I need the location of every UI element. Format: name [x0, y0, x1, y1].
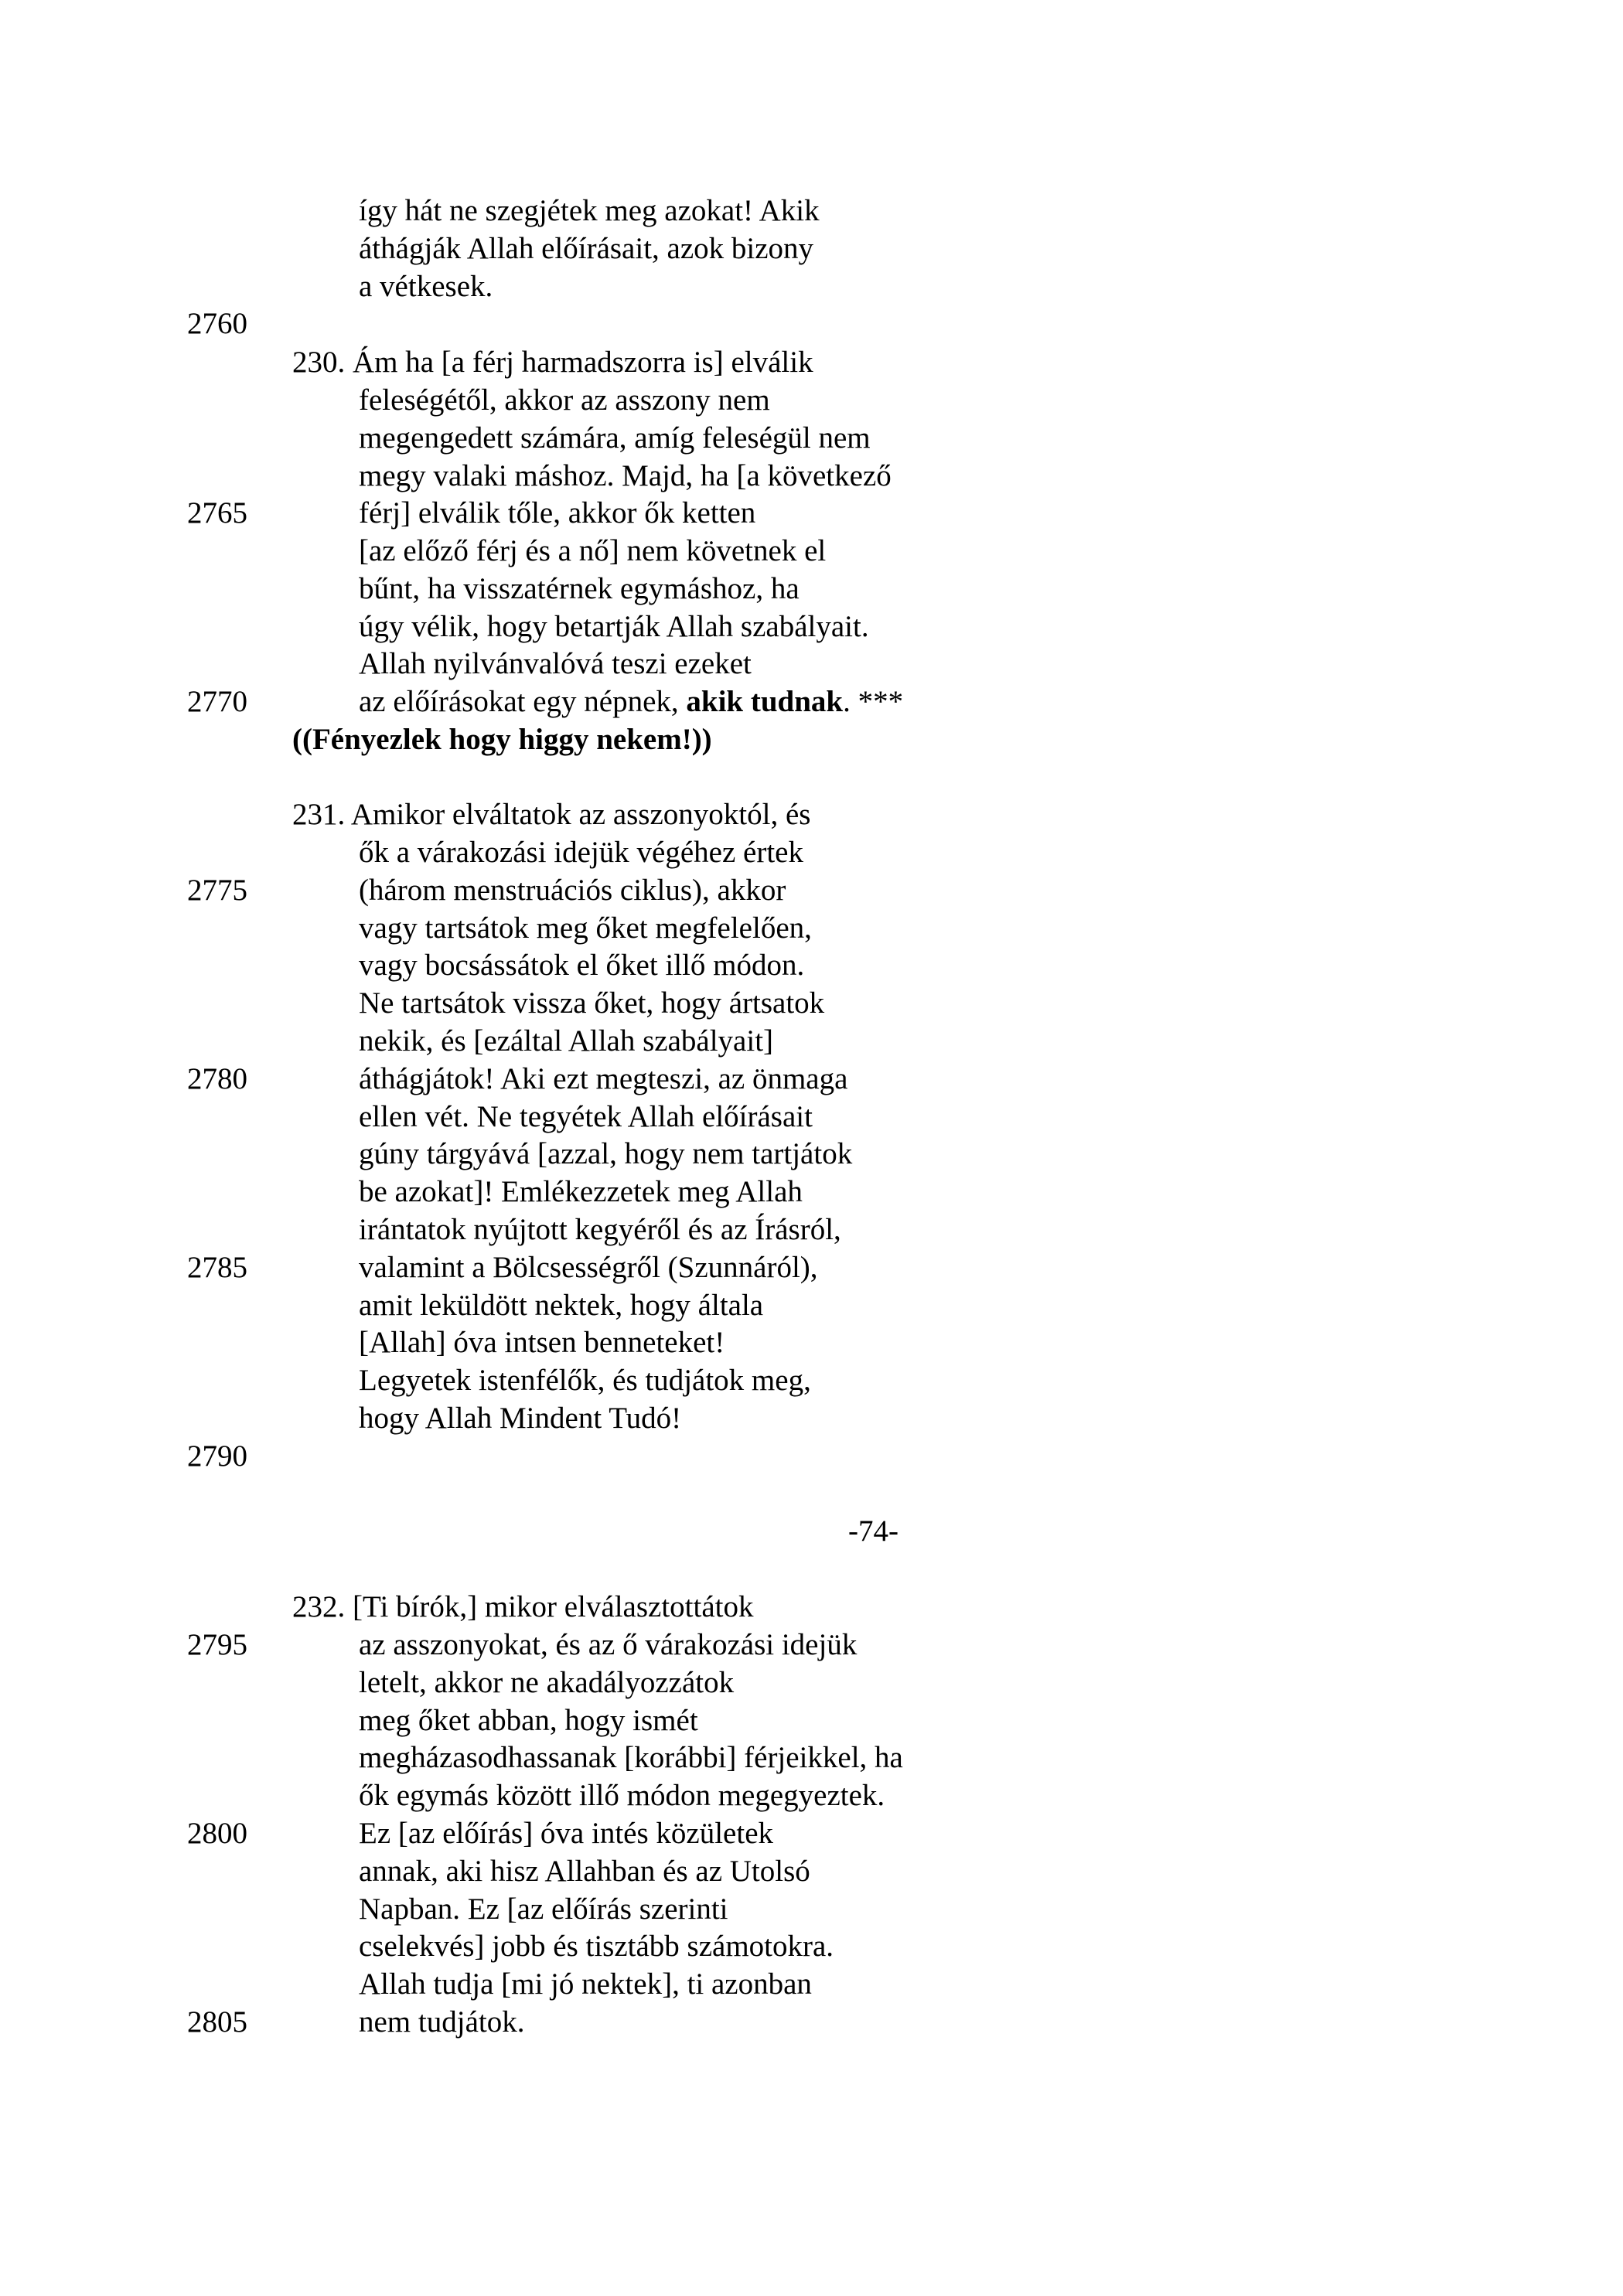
text-line: meg őket abban, hogy ismét — [359, 1704, 698, 1737]
line-number: 2805 — [187, 2005, 247, 2039]
text-segment: . *** — [843, 685, 904, 718]
text-line: irántatok nyújtott kegyéről és az Írásról, — [359, 1213, 841, 1246]
verse-line — [292, 1589, 753, 1626]
verse-number: 231. — [292, 798, 346, 831]
text-line: Ez [az előírás] óva intés közületek — [359, 1817, 774, 1850]
text-line: be azokat]! Emlékezzetek meg Allah — [359, 1175, 803, 1208]
text-segment: az előírásokat egy népnek, — [359, 685, 687, 718]
text-line: megy valaki máshoz. Majd, ha [a következő — [359, 459, 892, 492]
text-line: ellen vét. Ne tegyétek Allah előírásait — [359, 1100, 813, 1133]
line-number: 2770 — [187, 685, 247, 718]
verse-line — [292, 796, 810, 833]
line-number: 2790 — [187, 1439, 247, 1473]
text-line: így hát ne szegjétek meg azokat! Akik — [359, 194, 820, 227]
text-line: [az előző férj és a nő] nem követnek el — [359, 534, 827, 567]
text-line: nekik, és [ezáltal Allah szabályait] — [359, 1024, 774, 1058]
text-line: [Allah] óva intsen benneteket! — [359, 1326, 725, 1359]
line-number: 2760 — [187, 307, 247, 340]
text-line: bűnt, ha visszatérnek egymáshoz, ha — [359, 572, 800, 605]
text-line: az asszonyokat, és az ő várakozási idejük — [359, 1628, 858, 1661]
text-line: feleségétől, akkor az asszony nem — [359, 383, 770, 417]
text-line: annak, aki hisz Allahban és az Utolsó — [359, 1855, 810, 1888]
text-line: férj] elválik tőle, akkor ők ketten — [359, 496, 756, 530]
text-line: úgy vélik, hogy betartják Allah szabályait. — [359, 610, 869, 643]
text-line: (három menstruációs ciklus), akkor — [359, 874, 786, 907]
text-line: a vétkesek. — [359, 270, 493, 303]
verse-text: Ám ha [a férj harmadszorra is] elválik — [353, 346, 813, 379]
text-line: áthágják Allah előírásait, azok bizony — [359, 232, 814, 265]
text-line: Legyetek istenfélők, és tudjátok meg, — [359, 1364, 811, 1397]
text-line: áthágjátok! Aki ezt megteszi, az önmaga — [359, 1062, 848, 1095]
text-line: Ne tartsátok vissza őket, hogy ártsatok — [359, 986, 825, 1020]
line-number: 2765 — [187, 496, 247, 530]
page-number: -74- — [848, 1514, 898, 1548]
text-line: cselekvés] jobb és tisztább számotokra. — [359, 1930, 834, 1963]
text-line: valamint a Bölcsességről (Szunnáról), — [359, 1251, 818, 1284]
text-line: ők egymás között illő módon megegyeztek. — [359, 1779, 885, 1812]
text-line — [359, 683, 903, 720]
line-number: 2775 — [187, 874, 247, 907]
text-line: gúny tárgyává [azzal, hogy nem tartjátok — [359, 1137, 853, 1170]
emphasis-text: akik tudnak — [686, 685, 844, 718]
line-number: 2780 — [187, 1062, 247, 1095]
line-number: 2800 — [187, 1817, 247, 1850]
text-line: vagy tartsátok meg őket megfelelően, — [359, 911, 812, 945]
text-line: vagy bocsássátok el őket illő módon. — [359, 949, 805, 982]
text-line: Allah nyilvánvalóvá teszi ezeket — [359, 647, 752, 680]
text-line: Napban. Ez [az előírás szerinti — [359, 1892, 728, 1926]
text-line: hogy Allah Mindent Tudó! — [359, 1402, 682, 1435]
verse-number: 232. — [292, 1590, 346, 1623]
verse-text: [Ti bírók,] mikor elválasztottátok — [353, 1590, 754, 1623]
verse-number: 230. — [292, 346, 346, 379]
text-line: megengedett számára, amíg feleségül nem — [359, 421, 871, 455]
line-number: 2785 — [187, 1251, 247, 1284]
text-line: ők a várakozási idejük végéhez értek — [359, 836, 803, 869]
line-number: 2795 — [187, 1628, 247, 1661]
text-line: Allah tudja [mi jó nektek], ti azonban — [359, 1967, 812, 2001]
verse-text: Amikor elváltatok az asszonyoktól, és — [350, 798, 811, 831]
note-line: ((Fényezlek hogy higgy nekem!)) — [292, 723, 712, 756]
verse-line — [292, 344, 813, 381]
text-line: nem tudjátok. — [359, 2005, 525, 2039]
text-line: letelt, akkor ne akadályozzátok — [359, 1666, 735, 1699]
text-line: amit leküldött nektek, hogy általa — [359, 1289, 764, 1322]
text-line: megházasodhassanak [korábbi] férjeikkel, ha — [359, 1741, 903, 1774]
